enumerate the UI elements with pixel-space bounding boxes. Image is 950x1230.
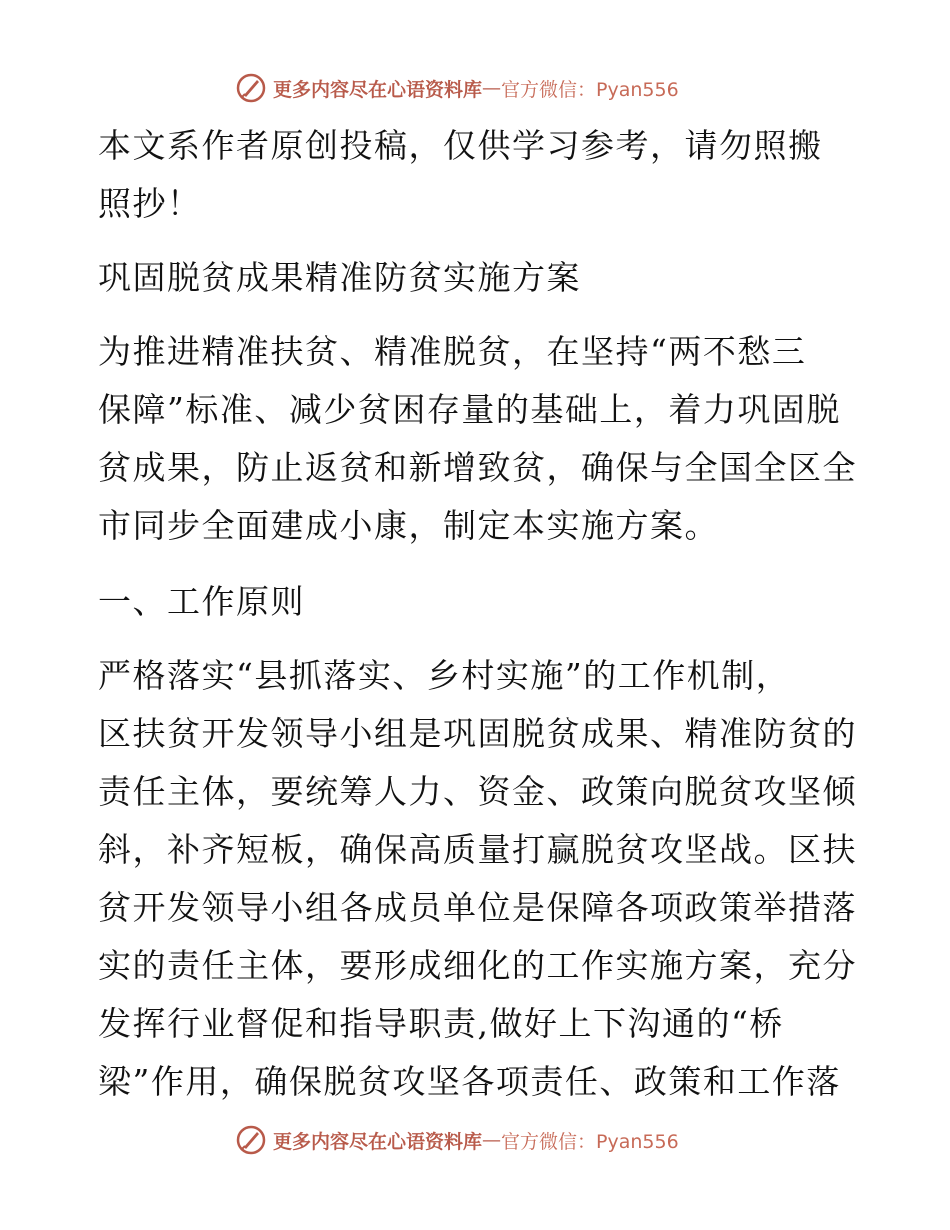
section-heading: 一、工作原则 (98, 582, 305, 621)
watermark-dash: — (482, 1129, 502, 1151)
footer-watermark-banner (235, 1124, 679, 1156)
header-watermark-banner (235, 72, 679, 104)
text-line: 发挥行业督促和指导职责,做好上下沟通的“桥 (98, 1004, 784, 1043)
document-title: 巩固脱贫成果精准防贫实施方案 (98, 258, 581, 297)
quill-pen-logo-icon (235, 72, 267, 104)
text-line: 保障”标准、减少贫困存量的基础上，着力巩固脱 (98, 390, 841, 429)
text-line: 市同步全面建成小康，制定本实施方案。 (98, 506, 719, 545)
watermark-wechat-id: 官方微信：Pyan556 (501, 78, 679, 101)
text-line: 照抄！ (98, 184, 202, 223)
text-line: 实的责任主体，要形成细化的工作实施方案，充分 (98, 946, 857, 985)
text-line: 贫成果，防止返贫和新增致贫，确保与全国全区全 (98, 448, 857, 487)
watermark-site-name: 更多内容尽在心语资料库 (273, 1130, 483, 1153)
text-line: 区扶贫开发领导小组是巩固脱贫成果、精准防贫的 (98, 714, 857, 753)
watermark-wechat-id: 官方微信：Pyan556 (501, 1130, 679, 1153)
text-line: 责任主体，要统筹人力、资金、政策向脱贫攻坚倾 (98, 772, 857, 811)
watermark-site-name: 更多内容尽在心语资料库 (273, 78, 483, 101)
text-line: 斜，补齐短板，确保高质量打赢脱贫攻坚战。区扶 (98, 830, 857, 869)
watermark-dash: — (482, 77, 502, 99)
text-line: 本文系作者原创投稿，仅供学习参考，请勿照搬 (98, 126, 823, 165)
text-line: 严格落实“县抓落实、乡村实施”的工作机制， (98, 656, 791, 695)
text-line: 为推进精准扶贫、精准脱贫，在坚持“两不愁三 (98, 332, 807, 371)
text-line: 贫开发领导小组各成员单位是保障各项政策举措落 (98, 888, 857, 927)
quill-pen-logo-icon (235, 1124, 267, 1156)
text-line: 梁”作用，确保脱贫攻坚各项责任、政策和工作落 (98, 1062, 841, 1101)
